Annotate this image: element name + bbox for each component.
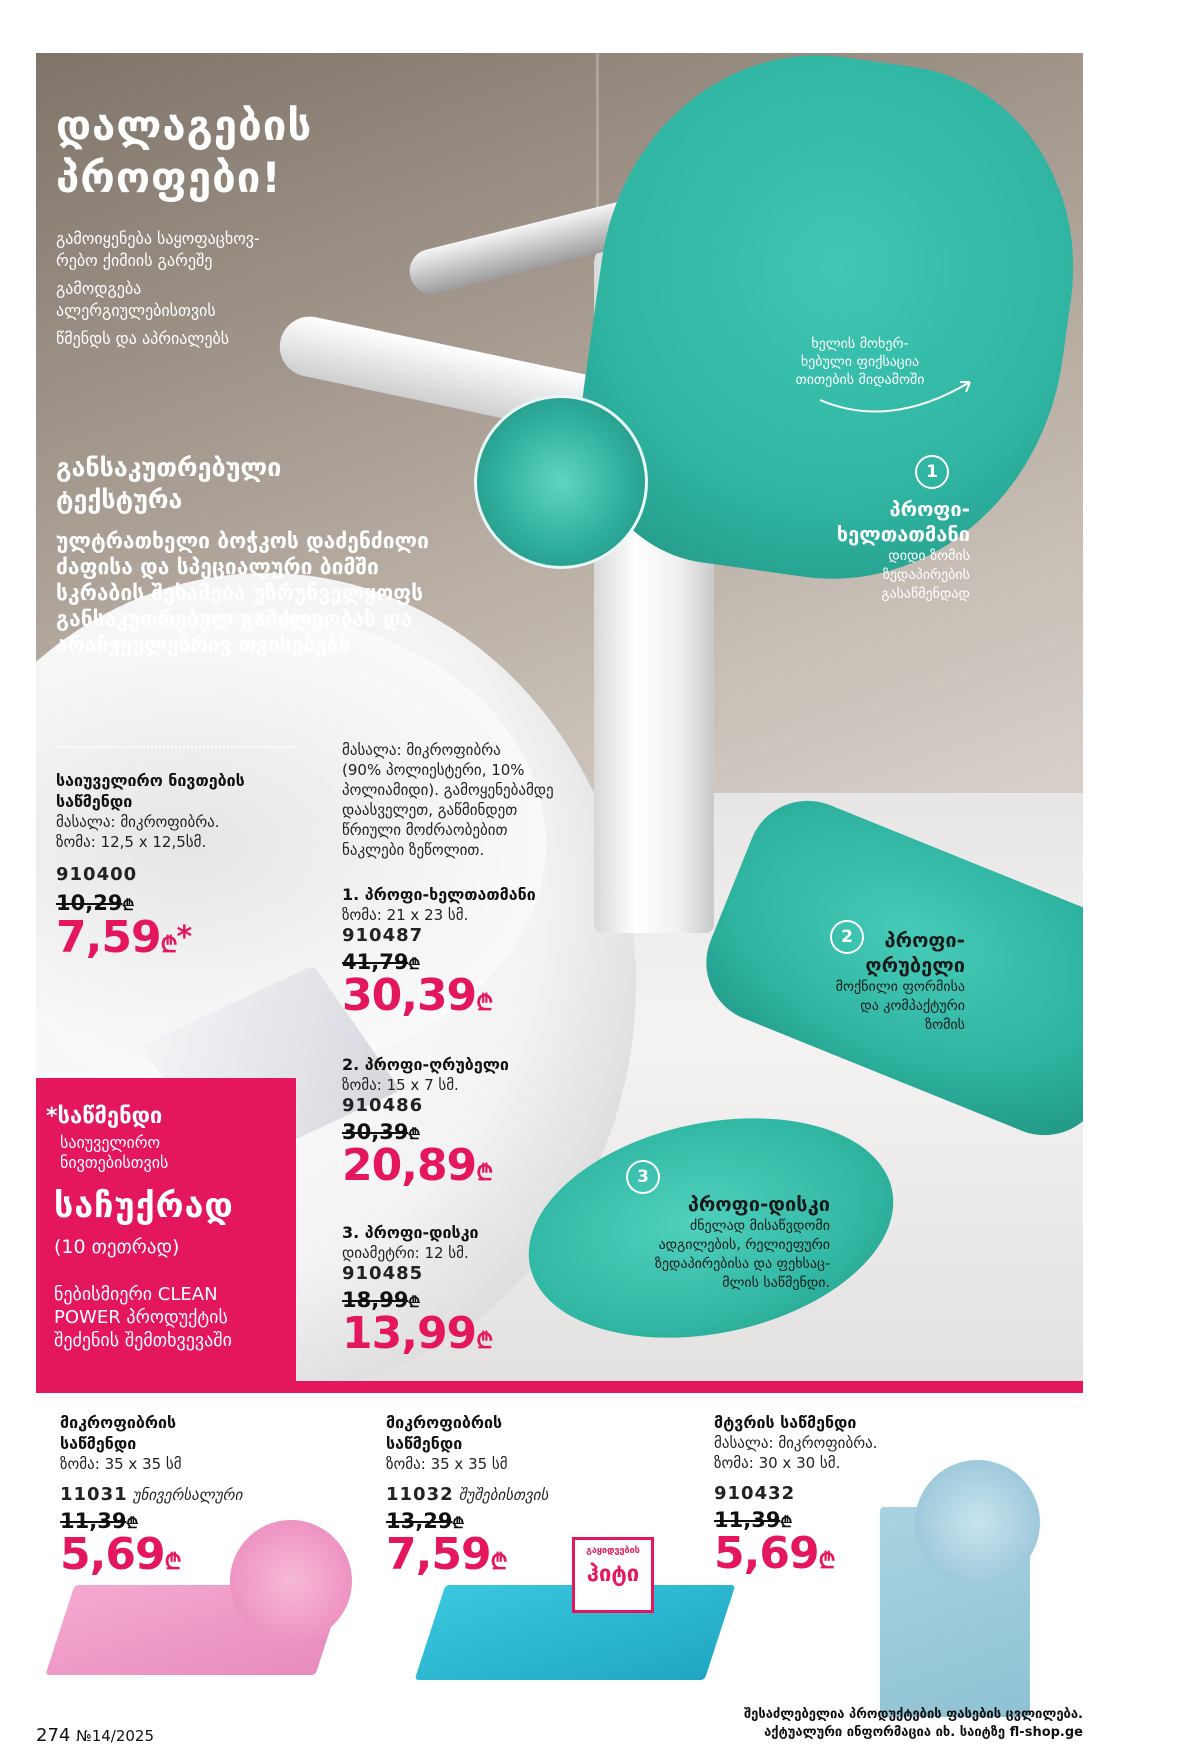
product-pro-mitt xyxy=(342,884,582,1026)
callout-number-2: 2 xyxy=(830,920,864,954)
product-name-line2: საწმენდი xyxy=(386,1434,463,1453)
dotted-divider xyxy=(56,746,296,748)
currency-sign: ₾ xyxy=(122,896,135,914)
callout-sponge xyxy=(790,920,965,1035)
callout-number-1: 1 xyxy=(915,455,949,489)
currency-sign: ₾ xyxy=(160,933,177,958)
hand-note-line: ხებული ფიქსაცია xyxy=(800,354,920,370)
texture-desc-line: ძაფისა და სპეციალური ბიმში xyxy=(56,555,379,579)
material-note-line: დაასველეთ, გაწმინდეთ xyxy=(342,801,518,819)
gift-offer-title: *საწმენდი xyxy=(46,1104,163,1129)
product-universal-cloth xyxy=(60,1412,320,1585)
gift-condition-line: ნებისმიერი CLEAN xyxy=(54,1284,218,1305)
product-jewelry-cloth xyxy=(56,770,306,969)
product-code: 910487 xyxy=(342,925,424,946)
product-name: 1. პროფი-ხელთათმანი xyxy=(342,885,536,904)
product-code: 910486 xyxy=(342,1095,424,1116)
gift-offer-subtitle-line2: ნივთებისთვის xyxy=(60,1153,169,1172)
texture-desc-line: სკრაბის შეხამება უზრუნველყოფს xyxy=(56,581,424,605)
old-price-value: 11,39 xyxy=(714,1508,781,1532)
product-size: ზომა: 15 x 7 სმ. xyxy=(342,1076,459,1094)
gift-offer-box xyxy=(36,1078,296,1388)
benefit-2-line1: გამოდგება xyxy=(56,279,142,298)
texture-desc-line: განსაკუთრებულ გამძლეობას და xyxy=(56,607,413,631)
new-price xyxy=(714,1528,954,1584)
new-price-value: 30,39 xyxy=(342,970,477,1021)
product-material: მასალა: მიკროფიბრა. xyxy=(56,813,220,831)
callout-number-3: 3 xyxy=(626,1160,660,1194)
hero-benefits xyxy=(56,228,260,356)
currency-sign: ₾ xyxy=(490,1550,507,1575)
product-name xyxy=(60,1412,320,1454)
product-material: მასალა: მიკროფიბრა. xyxy=(714,1434,878,1452)
currency-sign: ₾ xyxy=(476,1161,493,1186)
benefit-3: წმენდს და აპრიალებს xyxy=(56,329,230,348)
gift-condition xyxy=(54,1283,289,1352)
product-glass-cloth xyxy=(386,1412,646,1585)
material-note-line: პოლიამიდი). გამოყენებამდე xyxy=(342,781,554,799)
product-name-line1: საიუველირო ნივთების xyxy=(56,771,245,790)
product-dust-cloth xyxy=(714,1412,954,1584)
product-name-line2: საწმენდი xyxy=(60,1434,137,1453)
callout-2-desc-line: ზომის xyxy=(925,1017,965,1033)
callout-3-desc-line: მლის საწმენდი. xyxy=(722,1275,830,1291)
texture-title-line2: ტექსტურა xyxy=(56,485,183,514)
bestseller-badge-label: ჰიტი xyxy=(586,1562,640,1587)
callout-1-title-line2: ხელთათმანი xyxy=(836,522,970,546)
callout-2-title-line2: ღრუბელი xyxy=(865,953,965,977)
product-code: 11031 xyxy=(60,1484,128,1505)
new-price-value: 7,59 xyxy=(386,1529,491,1580)
hand-fixation-note xyxy=(770,335,950,389)
callout-3-title: პროფი-დისკი xyxy=(687,1192,830,1216)
product-name xyxy=(386,1412,646,1454)
benefit-1-line1: გამოიყენება საყოფაცხოვ- xyxy=(56,229,260,248)
callout-1-title xyxy=(790,497,970,547)
hand-note-line: ხელის მოხერ- xyxy=(811,336,909,352)
callout-2-desc-line: და კომპაქტური xyxy=(860,998,965,1014)
new-price xyxy=(60,1529,320,1585)
page-number-value: 274 xyxy=(36,1725,71,1746)
new-price xyxy=(342,1140,582,1196)
disclaimer-line2: აქტუალური ინფორმაცია იხ. საიტზე fl-shop.ge xyxy=(764,1725,1083,1740)
product-size: ზომა: 12,5 x 12,5სმ. xyxy=(56,833,207,851)
currency-sign: ₾ xyxy=(452,1514,465,1532)
product-name-line2: საწმენდი xyxy=(56,792,133,811)
gift-label: საჩუქრად xyxy=(54,1186,234,1226)
material-note-line: მასალა: მიკროფიბრა xyxy=(342,741,501,759)
price-disclaimer xyxy=(744,1706,1083,1742)
product-pro-disk xyxy=(342,1222,582,1364)
hand-note-line: თითების მიდამოში xyxy=(795,372,925,388)
page-number xyxy=(36,1725,154,1746)
catalog-issue: №14/2025 xyxy=(76,1727,155,1745)
currency-sign: ₾ xyxy=(408,1293,421,1311)
old-price-value: 11,39 xyxy=(60,1509,127,1533)
new-price-value: 5,69 xyxy=(714,1528,819,1579)
new-price-value: 7,59 xyxy=(56,912,161,963)
gift-offer-subtitle-line1: საიუველირო xyxy=(60,1133,161,1152)
currency-sign: ₾ xyxy=(164,1550,181,1575)
product-size: ზომა: 35 x 35 სმ xyxy=(60,1455,182,1473)
accent-strip xyxy=(36,1381,1083,1393)
currency-sign: ₾ xyxy=(476,1329,493,1354)
product-name: 2. პროფი-ღრუბელი xyxy=(342,1055,509,1074)
texture-desc-line: ულტრათხელი ბოჭკოს დაძენძილი xyxy=(56,529,429,553)
new-price xyxy=(342,970,582,1026)
material-note xyxy=(342,740,572,860)
texture-title-line1: განსაკუთრებული xyxy=(56,453,282,482)
product-code-row xyxy=(60,1484,320,1505)
callout-2-title xyxy=(790,920,965,978)
benefit-1 xyxy=(56,228,260,272)
callout-3-desc-line: ზედაპირებისა და ფეხსაც- xyxy=(654,1256,830,1272)
benefit-2-line2: ალერგიულებისთვის xyxy=(56,301,216,320)
new-price xyxy=(386,1529,646,1585)
callout-3-desc xyxy=(600,1217,830,1293)
new-price-value: 5,69 xyxy=(60,1529,165,1580)
product-size: დიამეტრი: 12 სმ. xyxy=(342,1244,469,1262)
callout-1-desc xyxy=(790,547,970,604)
texture-desc-line: არაჩვეულებრივ თვისებებს xyxy=(56,633,351,657)
old-price-value: 18,99 xyxy=(342,1288,409,1312)
callout-2-desc xyxy=(790,978,965,1035)
product-code: 11032 xyxy=(386,1484,454,1505)
new-price xyxy=(342,1308,582,1364)
texture-description xyxy=(56,528,556,658)
product-tag: უნივერსალური xyxy=(132,1486,243,1504)
product-pro-sponge xyxy=(342,1054,582,1196)
new-price-value: 20,89 xyxy=(342,1140,477,1191)
callout-1-title-line1: პროფი- xyxy=(889,497,970,521)
gift-price-note: (10 თეთრად) xyxy=(54,1236,180,1258)
currency-sign: ₾ xyxy=(476,991,493,1016)
product-code: 910400 xyxy=(56,864,138,885)
new-price-value: 13,99 xyxy=(342,1308,477,1359)
callout-2-title-line1: პროფი- xyxy=(884,928,965,952)
old-price-value: 30,39 xyxy=(342,1120,409,1144)
bestseller-badge-top: გაყიდვების xyxy=(586,1546,640,1556)
gift-condition-line: POWER პროდუქტის xyxy=(54,1307,228,1328)
callout-1-desc-line: ზედაპირების xyxy=(882,567,970,583)
product-size: ზომა: 30 x 30 სმ. xyxy=(714,1454,841,1472)
currency-sign: ₾ xyxy=(126,1514,139,1532)
texture-title xyxy=(56,452,281,516)
currency-sign: ₾ xyxy=(408,1125,421,1143)
hero-title xyxy=(56,100,312,204)
currency-sign: ₾ xyxy=(818,1549,835,1574)
product-name: მტვრის საწმენდი xyxy=(714,1413,857,1432)
product-tag: შუშებისთვის xyxy=(458,1486,549,1504)
callout-3-desc-line: ადგილების, რელიეფური xyxy=(658,1237,830,1253)
product-code: 910485 xyxy=(342,1263,424,1284)
product-size: ზომა: 21 x 23 სმ. xyxy=(342,906,469,924)
currency-sign: ₾ xyxy=(408,955,421,973)
callout-2-desc-line: მოქნილი ფორმისა xyxy=(835,979,965,995)
benefit-2 xyxy=(56,278,260,322)
old-price-value: 10,29 xyxy=(56,891,123,915)
hero-title-line2: პროფები! xyxy=(56,153,282,202)
disclaimer-line1: შესაძლებელია პროდუქტების ფასების ცვლილება. xyxy=(743,1707,1083,1722)
product-name-line1: მიკროფიბრის xyxy=(60,1413,177,1432)
callout-3-desc-line: ძნელად მისაწვდომი xyxy=(689,1218,830,1234)
currency-sign: ₾ xyxy=(780,1513,793,1531)
hero-title-line1: დალაგების xyxy=(56,101,313,150)
product-name: 3. პროფი-დისკი xyxy=(342,1223,479,1242)
old-price-value: 41,79 xyxy=(342,950,409,974)
callout-disk xyxy=(600,1160,830,1293)
product-code-row xyxy=(386,1484,646,1505)
material-note-line: (90% პოლიესტერი, 10% xyxy=(342,761,525,779)
new-price xyxy=(56,912,306,969)
gift-condition-line: შეძენის შემთხვევაში xyxy=(54,1330,232,1351)
callout-mitt xyxy=(790,455,970,604)
material-note-line: ნაკლები ზეწოლით. xyxy=(342,841,485,859)
benefit-1-line2: რებო ქიმიის გარეშე xyxy=(56,251,213,270)
old-price-value: 13,29 xyxy=(386,1509,453,1533)
material-note-line: წრიული მოძრაობებით xyxy=(342,821,508,839)
callout-1-desc-line: გასაწმენდად xyxy=(881,586,970,602)
product-name-line1: მიკროფიბრის xyxy=(386,1413,503,1432)
gift-offer-subtitle xyxy=(60,1133,168,1173)
asterisk: * xyxy=(176,920,192,955)
callout-1-desc-line: დიდი ზომის xyxy=(888,548,970,564)
product-code: 910432 xyxy=(714,1483,796,1504)
product-name xyxy=(56,770,306,812)
product-size: ზომა: 35 x 35 სმ xyxy=(386,1455,508,1473)
